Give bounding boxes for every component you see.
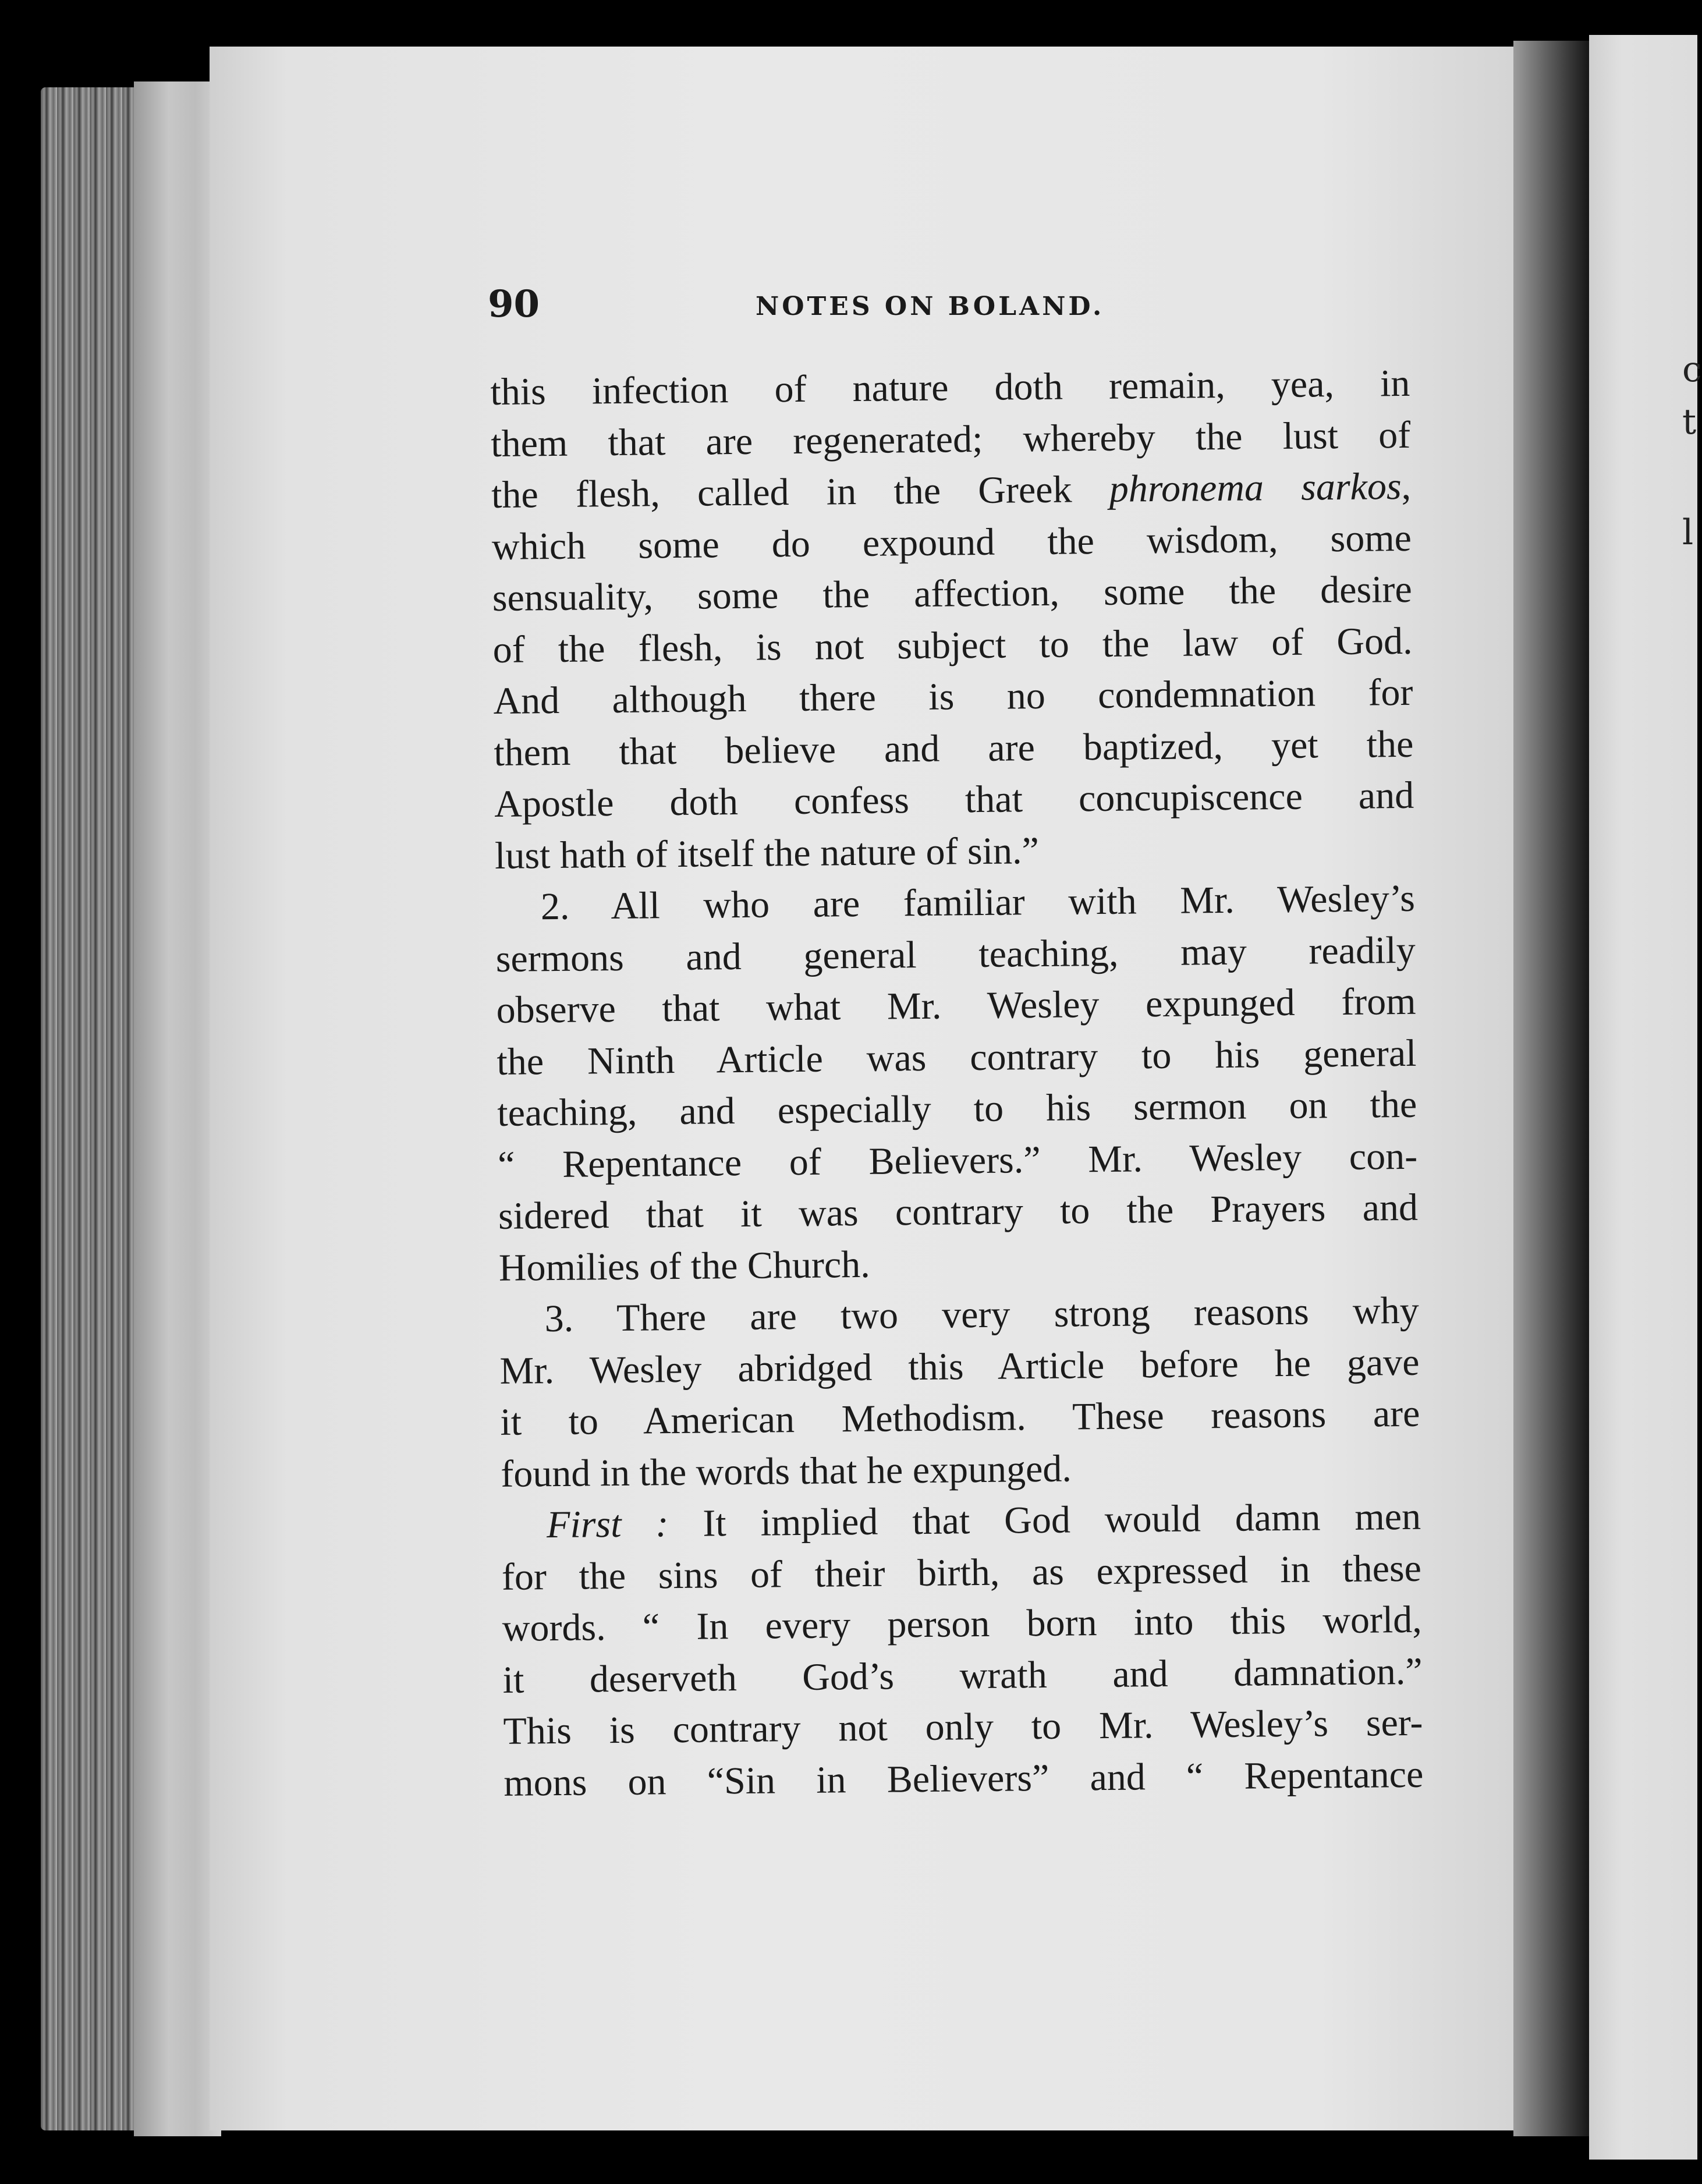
line-text: words. “ In every person born into this world, [502, 1598, 1423, 1650]
text-line [492, 615, 1413, 676]
text-line [497, 1027, 1417, 1088]
line-text: this infection of nature doth remain, yea, in [490, 361, 1410, 413]
line-text: mons on “Sin in Believers” and “ Repentance [503, 1753, 1424, 1804]
italic-text: phronema sarkos [1109, 465, 1402, 510]
facing-page-mark: c [1682, 349, 1702, 390]
line-text: for the sins of their birth, as expressed in these [501, 1547, 1422, 1598]
line-text: them that believe and are baptized, yet the [494, 722, 1414, 774]
text-line [502, 1646, 1423, 1706]
line-text: sermons and general teaching, may readily [495, 928, 1416, 980]
binding-gutter [1513, 41, 1589, 2136]
facing-page-fragment [1589, 35, 1697, 2160]
running-head: NOTES ON BOLAND. [756, 292, 1105, 321]
page-header [488, 276, 1116, 341]
line-text: the Ninth Article was contrary to his general [497, 1031, 1417, 1083]
text-line [500, 1388, 1420, 1449]
text-line [498, 1182, 1419, 1243]
line-text: which some do expound the wisdom, some [491, 516, 1412, 568]
facing-page-mark: l [1682, 512, 1694, 553]
line-text: 2. All who are familiar with Mr. Wesley’s [540, 877, 1416, 928]
line-text: sidered that it was contrary to the Prayers and [498, 1186, 1419, 1238]
text-line [499, 1336, 1420, 1397]
text-line [499, 1285, 1419, 1346]
line-text: 3. There are two very strong reasons why [544, 1289, 1419, 1341]
text-line [495, 873, 1415, 934]
line-text: And although there is no condemnation for [493, 671, 1413, 722]
page-edge-highlight [134, 81, 221, 2136]
text-line [492, 564, 1412, 625]
text-line [495, 924, 1416, 985]
line-text: it deserveth God’s wrath and damnation.” [502, 1650, 1423, 1701]
text-line [502, 1543, 1422, 1603]
line-text: sensuality, some the affection, some the desire [492, 568, 1413, 619]
body-text [490, 358, 1424, 1809]
line-text: lust hath of itself the nature of sin.” [494, 829, 1040, 877]
text-line [494, 718, 1414, 779]
line-text: “ Repentance of Believers.” Mr. Wesley con- [497, 1134, 1418, 1186]
text-line [490, 358, 1410, 419]
line-text: them that are regenerated; whereby the lust of [490, 413, 1411, 465]
line-text: the flesh, called in the Greek [491, 467, 1110, 516]
text-line [492, 512, 1412, 573]
line-text: Apostle doth confess that concupiscence and [494, 774, 1414, 825]
text-line [491, 461, 1412, 522]
text-line [503, 1697, 1423, 1758]
line-text: It implied that God would damn men [668, 1495, 1421, 1545]
text-line [502, 1594, 1422, 1655]
text-line [497, 1079, 1417, 1140]
text-line [498, 1233, 1419, 1294]
line-text: Homilies of the Church. [498, 1243, 871, 1289]
line-text: , [1401, 465, 1412, 508]
line-text: found in the words that he expunged. [500, 1447, 1072, 1495]
text-line [503, 1749, 1424, 1809]
facing-page-mark: t [1682, 402, 1697, 442]
text-line [494, 770, 1414, 831]
line-text: Mr. Wesley abridged this Article before he gave [499, 1341, 1420, 1392]
text-line [495, 821, 1415, 882]
italic-text: First : [546, 1502, 669, 1547]
text-line [493, 667, 1413, 728]
line-text: it to American Methodism. These reasons are [500, 1392, 1420, 1444]
text-line [501, 1440, 1421, 1500]
line-text: teaching, and especially to his sermon on the [497, 1083, 1417, 1134]
line-text: This is contrary not only to Mr. Wesley’s ser- [503, 1701, 1423, 1753]
line-text: of the flesh, is not subject to the law of God. [492, 619, 1413, 671]
text-line [496, 976, 1416, 1037]
text-line [498, 1130, 1418, 1191]
text-line [501, 1491, 1421, 1552]
page-number: 90 [488, 282, 540, 326]
line-text: observe that what Mr. Wesley expunged from [496, 980, 1416, 1031]
text-line [491, 409, 1411, 470]
